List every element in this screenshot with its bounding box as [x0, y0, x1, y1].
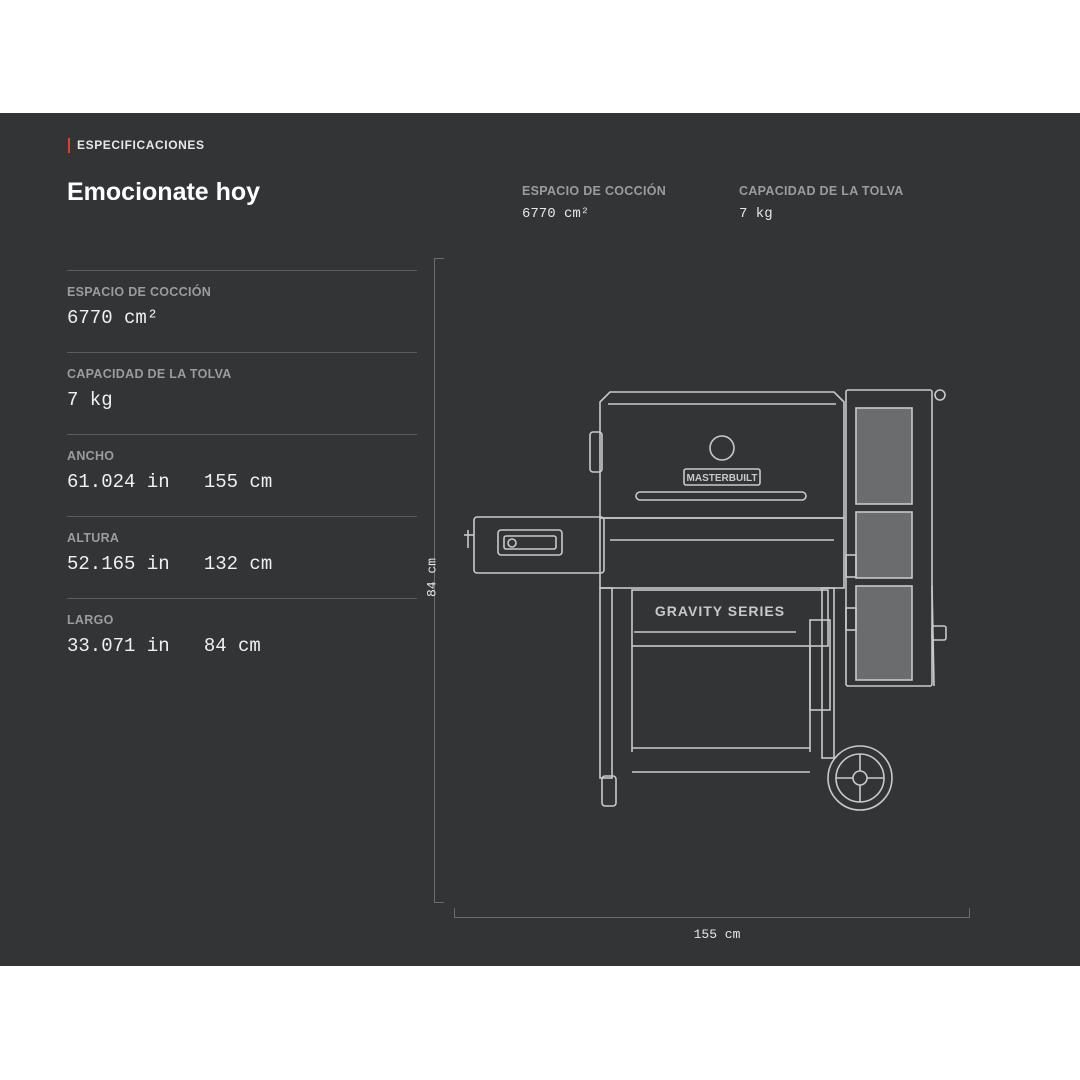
spec-row-cooking-space — [67, 270, 417, 352]
spec-label: ESPACIO DE COCCIÓN — [67, 285, 212, 299]
summary-label: ESPACIO DE COCCIÓN — [522, 184, 667, 198]
width-dimension-line — [454, 908, 970, 918]
summary-value: 6770 cm² — [522, 206, 590, 222]
charcoal-hopper — [846, 390, 946, 686]
spec-label: LARGO — [67, 613, 114, 627]
spec-row-length — [67, 599, 417, 657]
width-dimension-label: 155 cm — [693, 927, 741, 942]
spec-row-hopper-capacity — [67, 352, 417, 434]
spec-row-width — [67, 434, 417, 516]
spec-row-height — [67, 516, 417, 598]
spec-label: ANCHO — [67, 449, 115, 463]
spec-label: CAPACIDAD DE LA TOLVA — [67, 367, 232, 381]
series-label: GRAVITY SERIES — [654, 603, 786, 619]
spec-label: ALTURA — [67, 531, 120, 545]
spec-value: 6770 cm² — [67, 307, 159, 329]
grill-body — [600, 518, 844, 806]
summary-value: 7 kg — [739, 206, 773, 222]
depth-dimension-label: 84 cm — [424, 558, 440, 598]
spec-value: 7 kg — [67, 389, 113, 411]
spec-list — [67, 270, 417, 657]
wheel — [828, 746, 892, 810]
lid-brand: MASTERBUILT — [686, 473, 758, 484]
summary-label: CAPACIDAD DE LA TOLVA — [739, 184, 904, 198]
page-title: Emocionate hoy — [67, 178, 261, 206]
summary-cooking-space — [522, 184, 666, 222]
grill-lid — [590, 392, 844, 518]
side-shelf — [464, 517, 604, 573]
spec-value: 61.024 in 155 cm — [67, 471, 273, 493]
section-eyebrow: ESPECIFICACIONES — [68, 138, 205, 153]
grill-illustration — [460, 380, 960, 820]
spec-value: 52.165 in 132 cm — [67, 553, 273, 575]
spec-value: 33.071 in 84 cm — [67, 635, 261, 657]
summary-hopper-capacity — [739, 184, 904, 222]
